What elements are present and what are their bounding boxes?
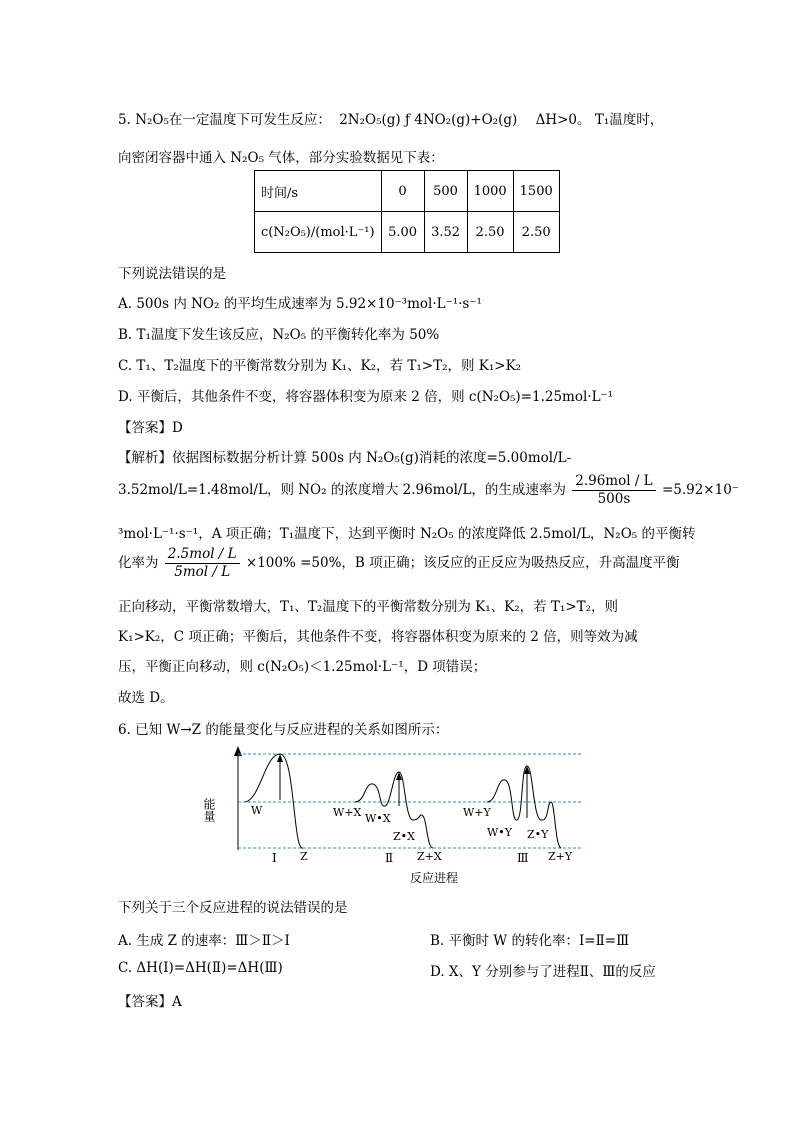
label-zdx: Z•X (393, 830, 415, 843)
analysis-text: 化率为 (118, 555, 159, 571)
analysis-text: 3.52mol/L=1.48mol/L，则 NO₂ 的浓度增大 2.96mol/L，的生成速率为 (118, 482, 566, 498)
q5-stem-line2: 向密闭容器中通入 N₂O₅ 气体，部分实验数据见下表： (118, 150, 444, 166)
q5-stem-line1 (118, 108, 663, 128)
label-zx: Z+X (417, 850, 442, 863)
q5-option-a: A. 500s 内 NO₂ 的平均生成速率为 5.92×10⁻³mol·L⁻¹·s⁻¹ (118, 296, 482, 312)
q5-analysis-line2 (118, 473, 739, 508)
q5-option-b: B. T₁温度下发生该反应，N₂O₅ 的平衡转化率为 50% (118, 327, 440, 343)
q5-analysis-line3: ³mol·L⁻¹·s⁻¹，A 项正确；T₁温度下，达到平衡时 N₂O₅ 的浓度降低 2.5mol/L，N₂O₅ 的平衡转 (118, 526, 696, 542)
table-cell: c(N₂O₅)/(mol·L⁻¹) (255, 212, 382, 253)
table-cell: 1500 (513, 171, 559, 212)
label-path-i: Ⅰ (272, 851, 277, 865)
q5-analysis-line1: 【解析】依据图标数据分析计算 500s 内 N₂O₅(g)消耗的浓度=5.00mol/L- (118, 450, 572, 466)
q5-analysis-line5: 正向移动，平衡常数增大，T₁、T₂温度下的平衡常数分别为 K₁、K₂，若 T₁>T₂，则 (118, 599, 619, 615)
q5-stem-a: N₂O₅在一定温度下可发生反应： (135, 112, 331, 128)
q5-analysis-line6: K₁>K₂，C 项正确；平衡后，其他条件不变，将容器体积变为原来的 2 倍，则等效为减 (118, 629, 638, 645)
label-path-ii: Ⅱ (385, 851, 394, 865)
label-wdx: W•X (365, 812, 391, 825)
q5-stem-b: T₁温度时， (594, 112, 664, 128)
q5-number: 5. (118, 112, 131, 128)
table-cell: 3.52 (424, 212, 467, 253)
q6-stem: 6. 已知 W→Z 的能量变化与反应进程的关系如图所示： (118, 722, 449, 738)
table-row (255, 212, 560, 253)
label-wdy: W•Y (487, 826, 513, 839)
q6-prompt: 下列关于三个反应进程的说法错误的是 (118, 900, 348, 916)
label-zdy: Z•Y (527, 828, 549, 841)
path-i-curve (245, 754, 303, 848)
label-zy: Z+Y (548, 850, 573, 863)
q5-prompt: 下列说法错误的是 (118, 266, 226, 282)
fraction-denominator: 5mol / L (174, 564, 231, 580)
energy-diagram (202, 742, 595, 892)
q5-equation: 2N₂O₅(g) ƒ 4NO₂(g)+O₂(g) (339, 112, 518, 128)
conversion-fraction (165, 546, 240, 581)
q5-option-c: C. T₁、T₂温度下的平衡常数分别为 K₁、K₂，若 T₁>T₂，则 K₁>K₂ (118, 358, 522, 374)
table-cell: 500 (424, 171, 467, 212)
table-cell: 2.50 (513, 212, 559, 253)
label-path-iii: Ⅲ (517, 851, 529, 865)
q6-answer: 【答案】A (118, 994, 182, 1010)
table-row (255, 171, 560, 212)
q5-enthalpy: ΔH>0。 (535, 112, 591, 128)
fraction-numerator: 2.96mol / L (572, 473, 655, 491)
q5-analysis-line4 (118, 546, 680, 581)
table-cell: 时间/s (255, 171, 382, 212)
q5-answer: 【答案】D (118, 420, 183, 436)
q6-option-d: D. X、Y 分别参与了进程Ⅱ、Ⅲ的反应 (430, 964, 656, 980)
q5-analysis-line7: 压，平衡正向移动，则 c(N₂O₅)＜1.25mol·L⁻¹，D 项错误； (118, 659, 487, 675)
fraction-denominator: 500s (597, 491, 631, 507)
label-wy: W+Y (463, 806, 491, 819)
table-cell: 1000 (467, 171, 513, 212)
label-z1: Z (300, 850, 308, 863)
q5-analysis-line8: 故选 D。 (118, 690, 174, 706)
q5-data-table (254, 170, 560, 253)
label-w: W (251, 804, 263, 817)
table-cell: 2.50 (467, 212, 513, 253)
analysis-text: ×100% =50%，B 项正确；该反应的正反应为吸热反应，升高温度平衡 (245, 555, 680, 571)
y-axis-label: 能量 (202, 798, 216, 822)
table-cell: 0 (381, 171, 424, 212)
rate-fraction (572, 473, 655, 508)
q6-option-b: B. 平衡时 W 的转化率：Ⅰ=Ⅱ=Ⅲ (430, 933, 630, 949)
q6-option-a: A. 生成 Z 的速率：Ⅲ＞Ⅱ＞Ⅰ (118, 933, 290, 949)
q6-option-c: C. ΔH(Ⅰ)=ΔH(Ⅱ)=ΔH(Ⅲ) (118, 960, 283, 976)
fraction-numerator: 2.5mol / L (165, 546, 240, 564)
q5-option-d: D. 平衡后，其他条件不变，将容器体积变为原来 2 倍，则 c(N₂O₅)=1.25mol·L⁻¹ (118, 389, 614, 405)
label-wx: W+X (333, 806, 362, 819)
x-axis-label: 反应进程 (410, 871, 459, 885)
analysis-text: =5.92×10⁻ (661, 482, 739, 498)
table-cell: 5.00 (381, 212, 424, 253)
